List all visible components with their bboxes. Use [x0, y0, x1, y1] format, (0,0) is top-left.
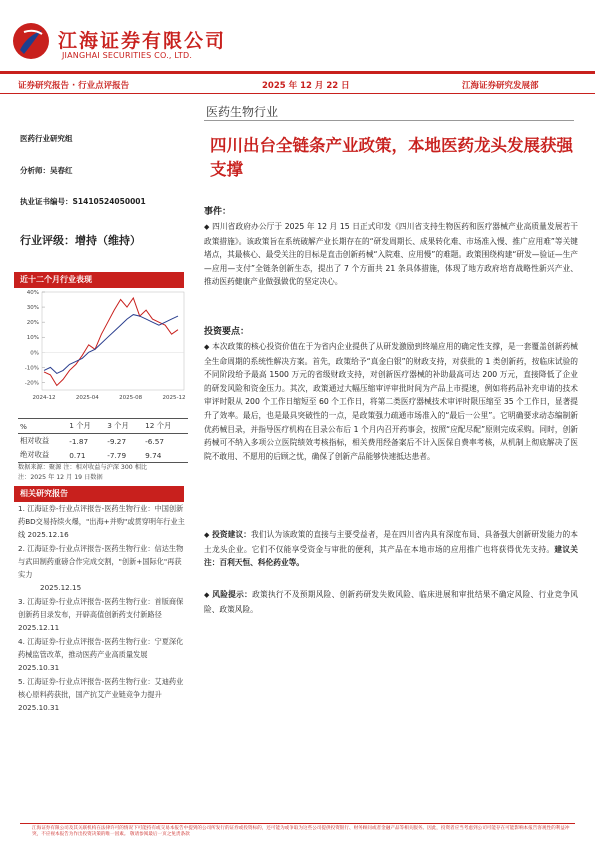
analyst-label: 分析师： [20, 166, 50, 175]
table-row [18, 434, 188, 449]
series-line-2 [44, 315, 178, 374]
table-header-cell: 12 个月 [143, 419, 188, 434]
advice-text: 我们认为该政策的直接与主要受益者，是在四川省内具有深度布局、具备强大创新研发能力的本土龙头企业。它们不仅能享受资金与审批的便利，其产品在本地市场的应用推广也将获得优先支持。 [204, 530, 578, 554]
research-group: 医药行业研究组 [20, 134, 73, 143]
y-tick-label: 30% [26, 305, 39, 312]
related-report-text[interactable]: 2. 江海证券-行业点评报告-医药生物行业：信达生物与武田制药重磅合作完成交割，"创新+国际化"再获实力 [18, 544, 184, 579]
list-item[interactable] [18, 502, 186, 541]
report-date: 2025 年 12 月 22 日 [262, 81, 350, 91]
industry-performance-chart [14, 286, 189, 406]
company-logo [12, 20, 50, 62]
risk-heading: 风险提示： [212, 590, 253, 599]
report-type: 证券研究报告 · 行业点评报告 [18, 81, 130, 91]
table-source-note: 数据来源：聚源 注：相对收益与沪深 300 相比 [18, 464, 148, 471]
rating-label: 行业评级： [20, 234, 75, 247]
related-report-date: 2025.12.15 [40, 583, 82, 592]
industry-rating [20, 232, 141, 248]
table-row [18, 448, 188, 463]
x-tick-label: 2024-12 [32, 395, 56, 401]
footer-divider [20, 823, 575, 824]
related-report-date: 2025.10.31 [18, 663, 60, 672]
points-paragraph [204, 340, 578, 463]
table-cell: -9.27 [107, 436, 127, 446]
advice-watch-list: 百利天恒、科伦药业等。 [219, 558, 304, 568]
list-item[interactable] [18, 595, 186, 634]
table-cell: 9.74 [143, 448, 188, 463]
y-tick-label: -10% [24, 365, 39, 372]
advice-paragraph [204, 528, 578, 570]
performance-table [18, 418, 188, 463]
subheader-divider [0, 93, 595, 94]
chart-frame [42, 292, 184, 390]
disclaimer-note: 敬请参阅最后一页之免责条款 [129, 832, 190, 838]
related-report-text[interactable]: 4. 江海证券-行业点评报告-医药生物行业：宁夏深化药械监管改革，推动医药产业高质量发展 [18, 637, 184, 659]
table-header-cell: 1 个月 [67, 419, 105, 434]
sector-name: 医药生物行业 [206, 105, 279, 119]
related-reports-title: 相关研究报告 [14, 486, 184, 502]
table-cell: 绝对收益 [18, 448, 67, 463]
x-tick-label: 2025-08 [119, 395, 143, 401]
brand-name-cn: 江海证券有限公司 [58, 30, 227, 52]
event-heading: 事件： [204, 207, 232, 217]
list-item[interactable] [18, 675, 186, 714]
table-header-row [18, 419, 188, 434]
table-header-cell: 3 个月 [105, 419, 143, 434]
cert-number: S1410524050001 [72, 197, 146, 206]
cert-line [20, 196, 146, 207]
list-item[interactable] [18, 542, 186, 594]
y-tick-label: 20% [26, 320, 39, 327]
brand-name-en: JIANGHAI SECURITIES CO., LTD. [62, 51, 193, 60]
disclaimer [32, 826, 572, 839]
y-tick-label: 0% [30, 350, 39, 357]
x-tick-label: 2025-12 [162, 395, 186, 401]
related-report-date: 2025.12.11 [18, 623, 60, 632]
related-report-date: 2025.10.31 [18, 703, 60, 712]
sector-divider [204, 120, 574, 121]
points-heading: 投资要点： [204, 327, 250, 337]
cert-label: 执业证书编号： [20, 197, 73, 206]
bullet-icon: ◆ [204, 343, 210, 351]
research-dept: 江海证券研究发展部 [462, 81, 539, 91]
chart-title: 近十二个月行业表现 [14, 272, 184, 288]
advice-watch-label: 建议关注： [204, 544, 578, 568]
bullet-icon: ◆ [204, 591, 210, 599]
header-divider [0, 71, 595, 74]
table-cell: 0.71 [67, 448, 105, 463]
event-paragraph [204, 220, 578, 289]
related-report-text[interactable]: 1. 江海证券-行业点评报告-医药生物行业：中国创新药BD交易持续火爆，"出海+并购"或贯穿明年行业主线 [18, 504, 185, 539]
related-report-date: 2025.12.16 [27, 530, 69, 539]
related-report-text[interactable]: 5. 江海证券-行业点评报告-医药生物行业：艾迪药业核心原料药获批，国产抗艾产业链竞争力提升 [18, 677, 184, 699]
y-tick-label: 10% [26, 335, 39, 342]
rating-value: 增持（维持） [75, 234, 141, 247]
bullet-icon: ◆ [204, 531, 210, 539]
list-item[interactable] [18, 635, 186, 674]
y-tick-label: 40% [26, 290, 39, 296]
disclaimer-text: 江海证券有限公司及其关联机构在法律许可的情况下可能持有或交易本报告中提到的公司所发行的证券或投资标的，还可能为或争取为这些公司提供投资银行、财务顾问或者金融产品等相关服务。因此，投资者应当考虑到公司可能存在可能影响本报告客观性的利益冲突，不应视本报告为作出投资决策的唯一因素。 [32, 826, 570, 838]
table-header-cell: % [18, 419, 67, 434]
analyst-line [20, 165, 73, 176]
table-date-note: 注：2025 年 12 月 19 日数据 [18, 474, 103, 481]
table-cell: 相对收益 [20, 436, 50, 445]
event-text: 四川省政府办公厅于 2025 年 12 月 15 日正式印发《四川省支持生物医药和医疗器械产业高质量发展若干政策措施》。该政策旨在系统破解产业长期存在的“研发周期长、成果转化难、市场准入慢、推广应用难”等关键堵点，其最核心、最受关注的目标是直击创新药械“入院难、应用慢”的难题。政策围绕构建“研发—验证—生产—应用—支付”全链条创新生态，提出了 7 个方面共 21 条具体措施，体现了地方政府培育战略性新兴产业、推动医药健康产业做强做优的坚定决心。 [204, 222, 578, 287]
series-line-1 [44, 298, 178, 386]
analyst-name: 吴春红 [50, 166, 73, 175]
table-cell: -6.57 [145, 436, 165, 446]
table-cell: -7.79 [105, 448, 143, 463]
table-cell: -1.87 [69, 436, 89, 446]
report-title: 四川出台全链条产业政策，本地医药龙头发展获强支撑 [210, 136, 573, 179]
x-tick-label: 2025-04 [75, 395, 99, 401]
risk-paragraph [204, 588, 578, 616]
points-text: 本次政策的核心投资价值在于为省内企业提供了从研发激励到终端应用的确定性支撑，是一套覆盖创新药械全生命周期的系统性解决方案。首先，政策给予“真金白银”的财政支持，对获批的 1 类创新药，按临床试验的不同阶段给予最高 1500 万元的省级财政支持，对创新医疗器械的补助最高可达 200 万元，直接降低了企业的研发风险和资金压力。其次，政策通过大幅压缩审评审批时间为产品上市提速，例如将药品补充申请的技术审评时限从 200 个工作日缩短至 60 个工作日，将第二类医疗器械技术审评时限压缩至 35 个工作日，显著提升了效率。最后，也是最具突破性的一点，是政策强力疏通市场准入的“最后一公里”。它明确要求动态编制新优药械目录，并指导医疗机构在目录公布后 1 个月内召开药事会，按照“应配尽配”原则完成采购。同时，创新药械可不纳入多项公立医院绩效考核指标，相关费用经备案后不计入医保自费率考核，从机制上彻底解决了医院不敢用、不愿用的后顾之忧，确保了创新产品能够快速抵达患者。 [204, 342, 578, 461]
risk-text: 政策执行不及预期风险、创新药研发失败风险、临床进展和审批结果不确定风险、行业竞争风险、政策风险。 [204, 590, 578, 614]
related-reports-list [18, 502, 186, 715]
bullet-icon: ◆ [204, 223, 210, 231]
advice-heading: 投资建议： [212, 530, 252, 539]
y-tick-label: -20% [24, 380, 39, 387]
related-report-text[interactable]: 3. 江海证券-行业点评报告-医药生物行业：首版商保创新药目录发布，开辟高值创新药支付新路径 [18, 597, 184, 619]
